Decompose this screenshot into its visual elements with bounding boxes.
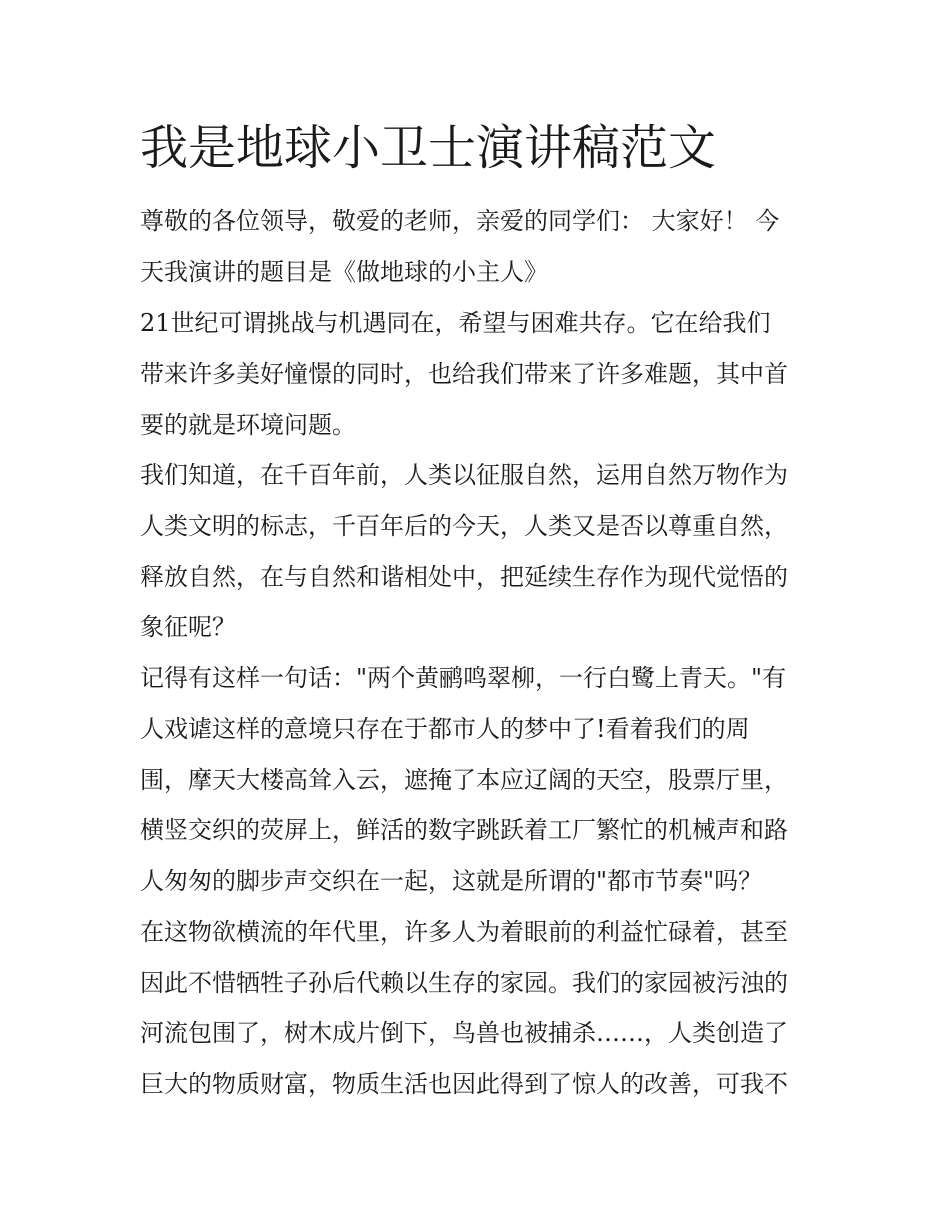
- body-line-2: 天我演讲的题目是《做地球的小主人》: [140, 258, 548, 286]
- body-line-13: 横竖交织的荧屏上，鲜活的数字跳跃着工厂繁忙的机械声和路: [140, 816, 788, 844]
- body-line-8: 释放自然，在与自然和谐相处中，把延续生存作为现代觉悟的: [140, 563, 788, 591]
- body-line-1: 尊敬的各位领导，敬爱的老师，亲爱的同学们： 大家好！ 今: [140, 207, 780, 235]
- body-line-4: 带来许多美好憧憬的同时，也给我们带来了许多难题，其中首: [140, 360, 788, 388]
- body-line-15: 在这物欲横流的年代里，许多人为着眼前的利益忙碌着，甚至: [140, 918, 788, 946]
- body-line-9: 象征呢？: [140, 613, 236, 641]
- body-line-5: 要的就是环境问题。: [140, 411, 356, 439]
- body-line-14: 人匆匆的脚步声交织在一起，这就是所谓的"都市节奏"吗？: [140, 867, 763, 895]
- body-line-6: 我们知道，在千百年前，人类以征服自然，运用自然万物作为: [140, 461, 788, 489]
- body-line-3: 21世纪可谓挑战与机遇同在，希望与困难共存。它在给我们: [140, 309, 771, 337]
- body-line-7: 人类文明的标志，千百年后的今天，人类又是否以尊重自然，: [140, 512, 788, 540]
- body-line-11: 人戏谑这样的意境只存在于都市人的梦中了!看着我们的周: [140, 715, 750, 743]
- body-line-16: 因此不惜牺牲子孙后代赖以生存的家园。我们的家园被污浊的: [140, 969, 788, 997]
- document-title: 我是地球小卫士演讲稿范文: [140, 120, 717, 176]
- body-line-10: 记得有这样一句话："两个黄鹂鸣翠柳，一行白鹭上青天。"有: [140, 664, 787, 692]
- body-line-17: 河流包围了，树木成片倒下，鸟兽也被捕杀……，人类创造了: [140, 1019, 788, 1047]
- body-line-18: 巨大的物质财富，物质生活也因此得到了惊人的改善，可我不: [140, 1070, 788, 1098]
- body-line-12: 围，摩天大楼高耸入云，遮掩了本应辽阔的天空，股票厅里，: [140, 766, 788, 794]
